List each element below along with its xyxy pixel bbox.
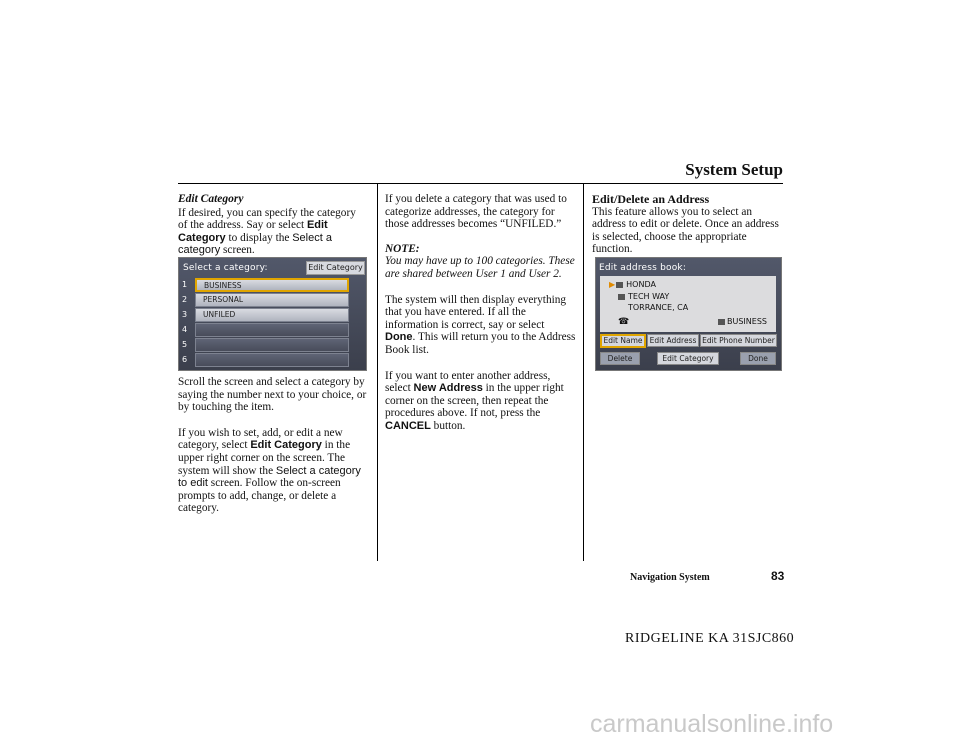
address-street-row: TECH WAY bbox=[618, 292, 669, 301]
column-2 bbox=[385, 193, 577, 446]
category-item[interactable] bbox=[195, 353, 349, 367]
category-item[interactable]: BUSINESS bbox=[195, 278, 349, 292]
select-category-screen bbox=[178, 257, 367, 371]
category-row: BUSINESS bbox=[718, 317, 767, 326]
done-button[interactable]: Done bbox=[740, 352, 776, 365]
category-row[interactable]: 6 bbox=[195, 353, 349, 367]
pointer-arrow-icon: ▶ bbox=[609, 280, 616, 289]
category-row[interactable]: 4 bbox=[195, 323, 349, 337]
paragraph: This feature allows you to select an address to edit or delete. Once an address is selected, choose the appropriate function. bbox=[592, 205, 779, 256]
note-label: NOTE: bbox=[385, 242, 420, 255]
category-row[interactable]: 3 UNFILED bbox=[195, 308, 349, 322]
edit-category-button[interactable]: Edit Category bbox=[657, 352, 719, 365]
column-1-bottom bbox=[178, 376, 370, 528]
screen-title: Select a category: bbox=[183, 263, 268, 273]
edit-name-button[interactable]: Edit Name bbox=[600, 334, 646, 348]
paragraph: If you wish to set, add, or edit a new category, select Edit Category in the upper right corner on the screen. The system will show the Select a category to edit screen. Follow the on-screen prompts to add, change, or delete a category. bbox=[178, 426, 361, 515]
paragraph: The system will then display everything that you have entered. If all the information is correct, say or select Done. This will return you to the Address Book list. bbox=[385, 293, 576, 356]
paragraph: If desired, you can specify the category of the address. Say or select Edit Category to display the Select a category screen. bbox=[178, 206, 356, 257]
paragraph: Scroll the screen and select a category by saying the number next to your choice, or by touching the item. bbox=[178, 376, 367, 414]
edit-address-book-screen bbox=[595, 257, 782, 371]
note-text: You may have up to 100 categories. These are shared between User 1 and User 2. bbox=[385, 255, 575, 280]
category-row[interactable]: 1 BUSINESS bbox=[195, 278, 349, 292]
screen-title: Edit address book: bbox=[599, 263, 687, 273]
house-icon bbox=[616, 282, 623, 288]
category-item[interactable] bbox=[195, 323, 349, 337]
address-name-row: ▶ HONDA bbox=[609, 280, 656, 289]
section-heading: Edit/Delete an Address bbox=[592, 192, 710, 206]
category-icon bbox=[718, 319, 725, 325]
header-rule bbox=[178, 183, 783, 184]
page-title: System Setup bbox=[685, 160, 783, 179]
category-item[interactable] bbox=[195, 338, 349, 352]
edit-category-button[interactable]: Edit Category bbox=[306, 261, 365, 275]
address-icon bbox=[618, 294, 625, 300]
column-divider bbox=[583, 184, 584, 561]
section-heading: Edit Category bbox=[178, 193, 244, 205]
paragraph: If you want to enter another address, select New Address in the upper right corner on the screen, then repeat the procedures above. If not, press the CANCEL button. bbox=[385, 369, 564, 432]
category-item[interactable]: UNFILED bbox=[195, 308, 349, 322]
paragraph: If you delete a category that was used to categorize addresses, the category for those addresses becomes “UNFILED.” bbox=[385, 193, 567, 231]
column-divider bbox=[377, 184, 378, 561]
edit-phone-number-button[interactable]: Edit Phone Number bbox=[700, 334, 777, 347]
footer-section-name: Navigation System bbox=[630, 572, 710, 583]
address-city: TORRANCE, CA bbox=[628, 303, 689, 312]
page-number: 83 bbox=[771, 569, 785, 583]
phone-icon: ☎ bbox=[618, 317, 630, 327]
document-code: RIDGELINE KA 31SJC860 bbox=[625, 631, 795, 646]
delete-button[interactable]: Delete bbox=[600, 352, 640, 365]
category-row[interactable]: 5 bbox=[195, 338, 349, 352]
watermark: carmanualsonline.info bbox=[590, 710, 834, 738]
address-panel bbox=[600, 276, 776, 332]
edit-address-button[interactable]: Edit Address bbox=[647, 334, 699, 347]
category-item[interactable]: PERSONAL bbox=[195, 293, 349, 307]
category-row[interactable]: 2 PERSONAL bbox=[195, 293, 349, 307]
